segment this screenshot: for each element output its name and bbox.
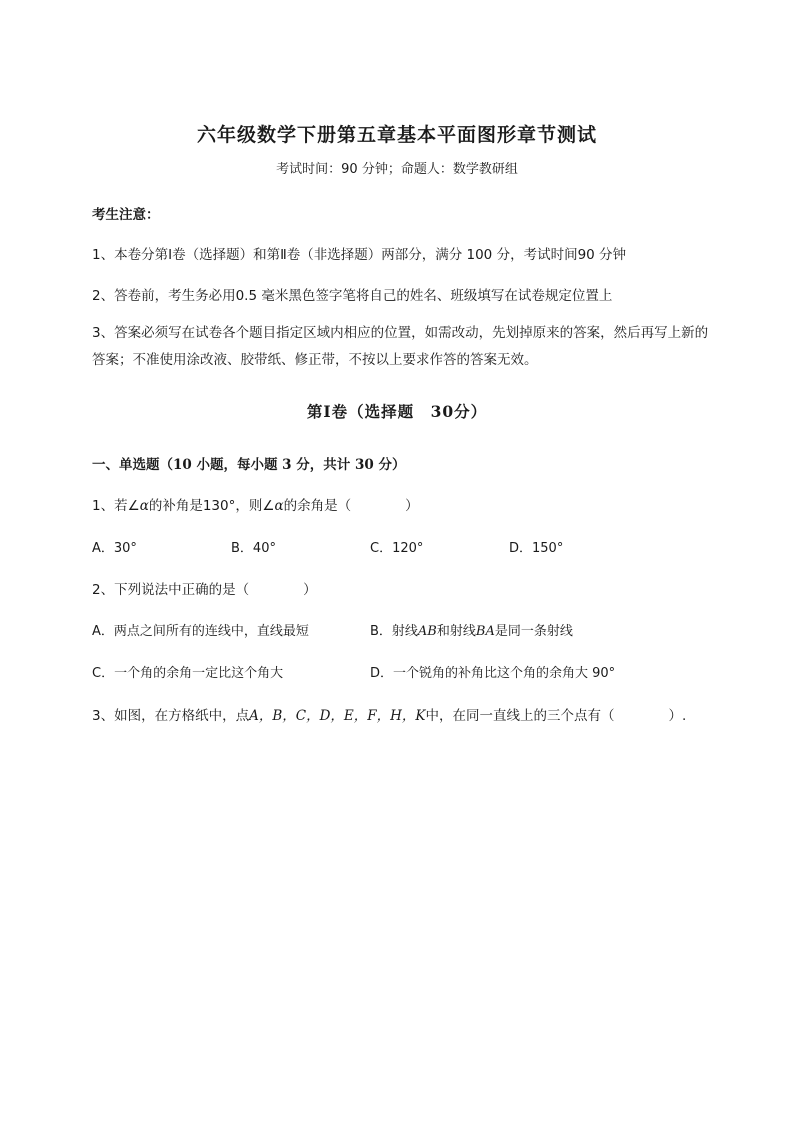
angle-variable: α (139, 498, 149, 514)
question-1-stem (92, 494, 419, 514)
question-1-option-c[interactable]: C．120° (370, 541, 424, 556)
question-2-option-a[interactable]: A．两点之间所有的连线中，直线最短 (92, 624, 309, 639)
exam-info: 考试时间：90 分钟；命题人：数学教研组 (276, 162, 518, 177)
question-3-text-prefix: 3、如图，在方格纸中，点 (92, 708, 250, 724)
question-1-text-prefix: 1、若∠ (92, 498, 140, 514)
question-1-text-suffix: 的余角是（ ） (283, 498, 419, 514)
option-b-mid: 和射线 (436, 624, 476, 639)
question-3-stem (92, 704, 686, 724)
option-b-prefix: B．射线 (370, 624, 418, 639)
ray-ba-label: BA (475, 624, 495, 639)
angle-variable: α (274, 498, 284, 514)
question-2-option-d[interactable]: D．一个锐角的补角比这个角的余角大 90° (370, 666, 616, 681)
question-1-option-a[interactable]: A．30° (92, 541, 137, 556)
page-title: 六年级数学下册第五章基本平面图形章节测试 (196, 124, 597, 146)
option-b-suffix: 是同一条射线 (494, 624, 573, 639)
part-one-title: 第Ⅰ卷（选择题 30分） (306, 402, 488, 421)
question-1-option-b[interactable]: B．40° (231, 541, 276, 556)
ray-ab-label: AB (417, 624, 437, 639)
question-2-option-b[interactable] (370, 620, 573, 639)
notice-item-2: 2、答卷前，考生务必用0.5 毫米黑色签字笔将自己的姓名、班级填写在试卷规定位置上 (92, 288, 613, 304)
notice-heading: 考生注意： (92, 207, 160, 223)
section-heading: 一、单选题（10 小题，每小题 3 分，共计 30 分） (92, 457, 406, 473)
point-labels: A，B，C，D，E，F，H，K (249, 708, 426, 724)
question-1-text-mid: 的补角是130°，则∠ (148, 498, 275, 514)
notice-item-3: 3、答案必须写在试卷各个题目指定区域内相应的位置，如需改动，先划掉原来的答案，然后再写上新的答案；不准使用涂改液、胶带纸、修正带，不按以上要求作答的答案无效。 (92, 325, 709, 368)
question-1-option-d[interactable]: D．150° (509, 541, 564, 556)
question-2-stem: 2、下列说法中正确的是（ ） (92, 582, 317, 598)
question-2-option-c[interactable]: C．一个角的余角一定比这个角大 (92, 666, 284, 681)
notice-item-1: 1、本卷分第Ⅰ卷（选择题）和第Ⅱ卷（非选择题）两部分，满分 100 分，考试时间90 分钟 (92, 247, 627, 263)
question-3-text-suffix: 中，在同一直线上的三个点有（ ）. (425, 708, 687, 724)
